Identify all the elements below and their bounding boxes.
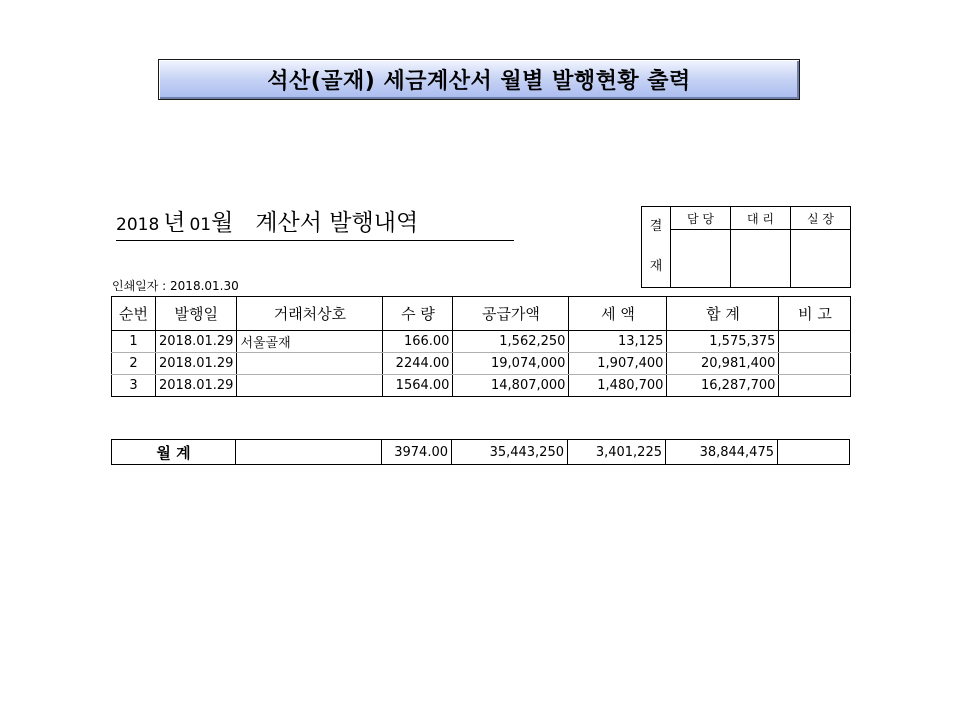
total-company bbox=[236, 440, 382, 465]
col-header-date: 발행일 bbox=[156, 297, 237, 331]
cell-no: 2 bbox=[112, 353, 156, 375]
cell-date: 2018.01.29 bbox=[156, 331, 237, 353]
approval-sign-deputy bbox=[731, 230, 791, 288]
heading-label: 계산서 발행내역 bbox=[255, 210, 419, 236]
approval-header-deputy: 대 리 bbox=[731, 207, 791, 230]
total-row bbox=[112, 440, 850, 465]
total-qty: 3974.00 bbox=[382, 440, 452, 465]
cell-company bbox=[237, 353, 383, 375]
report-title-banner bbox=[158, 59, 800, 100]
heading-year-unit: 년 bbox=[163, 210, 186, 236]
cell-note bbox=[779, 331, 851, 353]
monthly-total-table bbox=[111, 439, 850, 465]
cell-total: 1,575,375 bbox=[667, 331, 779, 353]
invoice-table bbox=[111, 296, 851, 397]
approval-sign-staff bbox=[671, 230, 731, 288]
col-header-supply: 공급가액 bbox=[453, 297, 569, 331]
col-header-tax: 세 액 bbox=[569, 297, 667, 331]
cell-tax: 13,125 bbox=[569, 331, 667, 353]
cell-supply: 19,074,000 bbox=[453, 353, 569, 375]
print-date: 인쇄일자 : 2018.01.30 bbox=[112, 279, 239, 293]
cell-no: 1 bbox=[112, 331, 156, 353]
cell-total: 20,981,400 bbox=[667, 353, 779, 375]
total-note bbox=[778, 440, 850, 465]
cell-company: 서울골재 bbox=[237, 331, 383, 353]
heading-underline bbox=[116, 240, 514, 241]
approval-header-director: 실 장 bbox=[791, 207, 851, 230]
col-header-no: 순번 bbox=[112, 297, 156, 331]
table-row bbox=[112, 331, 851, 353]
cell-note bbox=[779, 375, 851, 397]
cell-supply: 14,807,000 bbox=[453, 375, 569, 397]
approval-side-label bbox=[642, 207, 671, 288]
heading-month: 01 bbox=[189, 215, 212, 235]
col-header-note: 비 고 bbox=[779, 297, 851, 331]
col-header-total: 합 계 bbox=[667, 297, 779, 331]
cell-qty: 2244.00 bbox=[383, 353, 453, 375]
cell-qty: 166.00 bbox=[383, 331, 453, 353]
total-supply: 35,443,250 bbox=[452, 440, 568, 465]
cell-tax: 1,480,700 bbox=[569, 375, 667, 397]
period-heading bbox=[116, 204, 418, 240]
report-title: 석산(골재) 세금계산서 월별 발행현황 출력 bbox=[267, 69, 691, 94]
cell-qty: 1564.00 bbox=[383, 375, 453, 397]
col-header-company: 거래처상호 bbox=[237, 297, 383, 331]
heading-month-unit: 월 bbox=[211, 210, 234, 236]
approval-side-bottom: 재 bbox=[649, 259, 663, 274]
table-header-row bbox=[112, 297, 851, 331]
total-tax: 3,401,225 bbox=[568, 440, 666, 465]
table-row bbox=[112, 375, 851, 397]
cell-note bbox=[779, 353, 851, 375]
cell-total: 16,287,700 bbox=[667, 375, 779, 397]
cell-date: 2018.01.29 bbox=[156, 375, 237, 397]
approval-box bbox=[641, 206, 851, 288]
col-header-qty: 수 량 bbox=[383, 297, 453, 331]
heading-year: 2018 bbox=[116, 215, 160, 235]
approval-side-top: 결 bbox=[649, 219, 663, 234]
cell-no: 3 bbox=[112, 375, 156, 397]
total-label: 월 계 bbox=[112, 440, 236, 465]
cell-supply: 1,562,250 bbox=[453, 331, 569, 353]
table-row bbox=[112, 353, 851, 375]
cell-company bbox=[237, 375, 383, 397]
total-sum: 38,844,475 bbox=[666, 440, 778, 465]
approval-sign-director bbox=[791, 230, 851, 288]
cell-date: 2018.01.29 bbox=[156, 353, 237, 375]
cell-tax: 1,907,400 bbox=[569, 353, 667, 375]
approval-header-staff: 담 당 bbox=[671, 207, 731, 230]
